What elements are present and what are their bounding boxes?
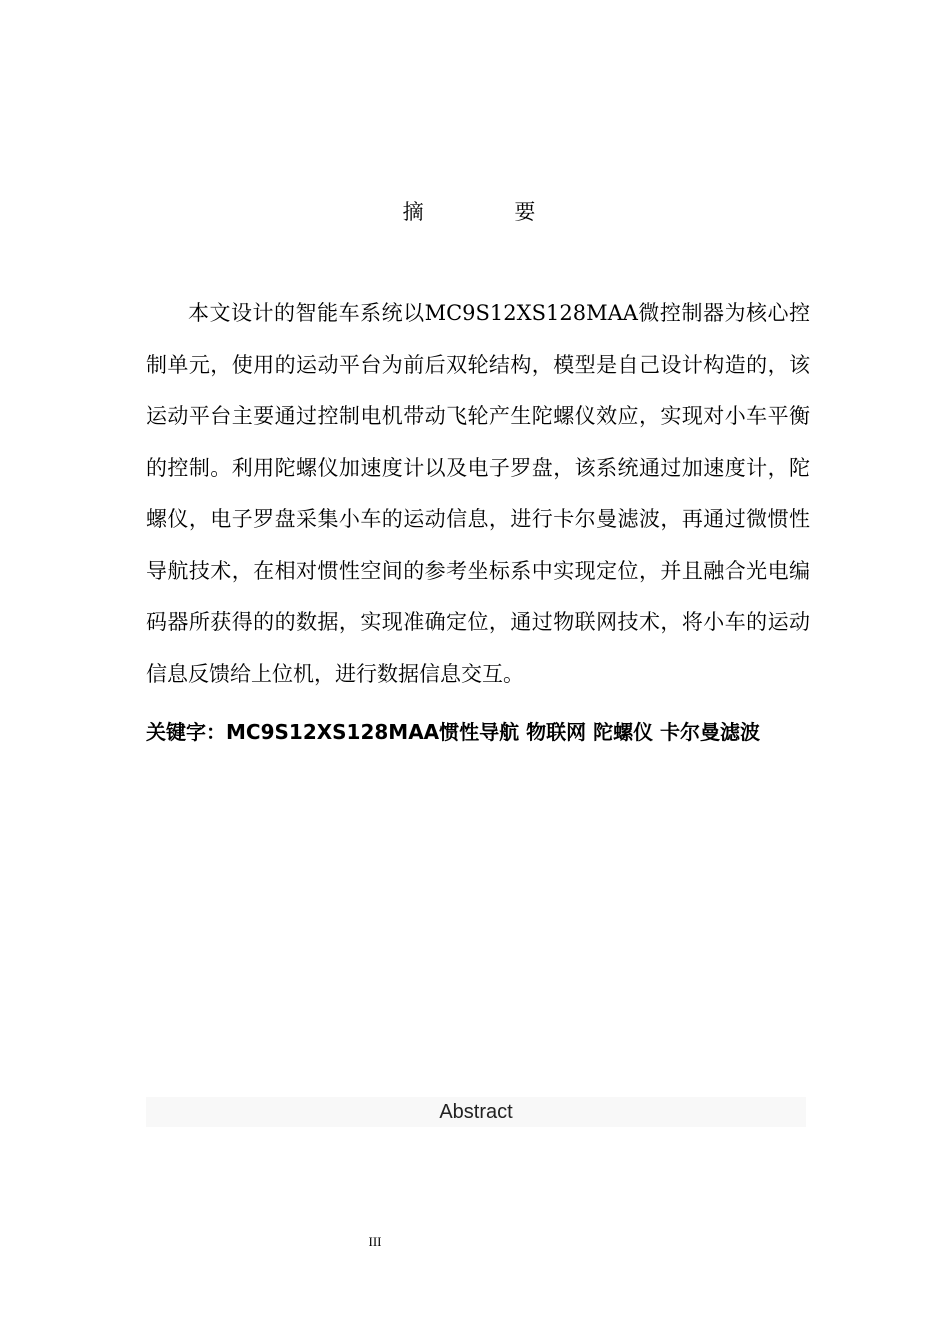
page-number: III xyxy=(368,1234,382,1249)
keywords-line: 关键字：MC9S12XS128MAA惯性导航 物联网 陀螺仪 卡尔曼滤波 xyxy=(146,720,761,744)
abstract-title: Abstract xyxy=(439,1101,513,1123)
abstract-heading-block xyxy=(146,1097,806,1127)
abstract-paragraph: 本文设计的智能车系统以MC9S12XS128MAA微控制器为核心控制单元，使用的运动平台为前后双轮结构，模型是自己设计构造的，该运动平台主要通过控制电机带动飞轮产生陀螺仪效应，实现对小车平衡的控制。利用陀螺仪加速度计以及电子罗盘，该系统通过加速度计，陀螺仪，电子罗盘采集小车的运动信息，进行卡尔曼滤波，再通过微惯性导航技术，在相对惯性空间的参考坐标系中实现定位，并且融合光电编码器所获得的的数据，实现准确定位，通过物联网技术，将小车的运动信息反馈给上位机，进行数据信息交互。 xyxy=(146,301,810,686)
page-title: 摘 要 xyxy=(402,200,578,224)
